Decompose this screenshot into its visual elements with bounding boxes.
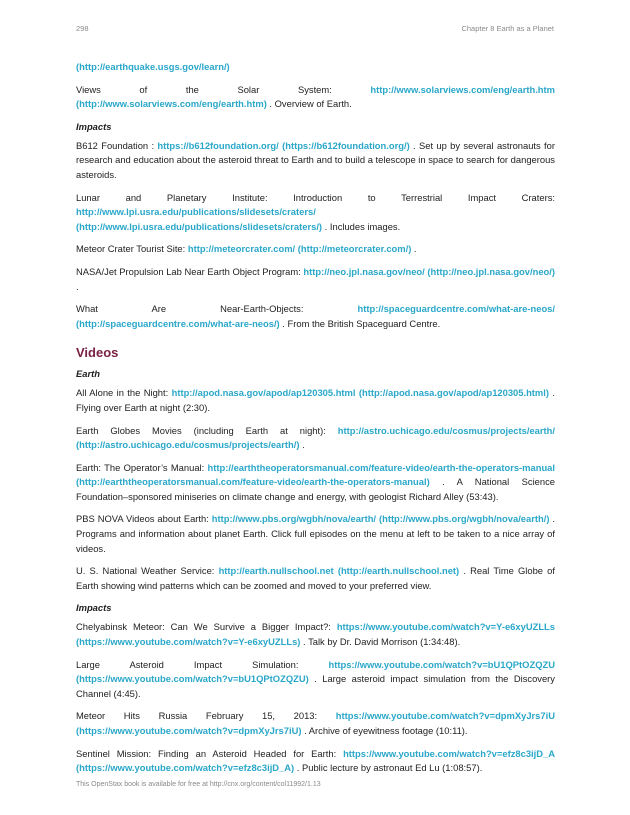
resource-title: Large Asteroid Impact Simulation:: [76, 658, 329, 670]
videos-heading: Videos: [76, 345, 119, 361]
resource-item: [76, 83, 555, 112]
resource-title: NASA/Jet Propulsion Lab Near Earth Object Program:: [76, 265, 304, 277]
resource-link[interactable]: http://meteorcrater.com/ (http://meteorcrater.com/): [187, 243, 412, 255]
general-list: [76, 83, 555, 112]
resource-link[interactable]: https://b612foundation.org/ (https://b612foundation.org/): [157, 139, 410, 151]
page-content: [76, 60, 555, 784]
impacts-heading: Impacts: [76, 120, 112, 132]
resource-description: .: [299, 439, 305, 451]
resource-link[interactable]: https://www.youtube.com/watch?v=bU1QPtOZQZU (https://www.youtube.com/watch?v=bU1QPtOZQZU): [76, 658, 555, 685]
resource-title: PBS NOVA Videos about Earth:: [76, 513, 212, 525]
video-impacts-heading: Impacts: [76, 602, 112, 614]
resource-description: . Includes images.: [322, 220, 401, 232]
resource-description: . Overview of Earth.: [266, 98, 352, 110]
resource-link[interactable]: http://spaceguardcentre.com/what-are-neos/ (http://spaceguardcentre.com/what-are-neos/): [76, 303, 555, 329]
chapter-title: Chapter 8 Earth as a Planet: [461, 24, 554, 33]
resource-title: All Alone in the Night:: [76, 387, 172, 399]
resource-title: Lunar and Planetary Institute: Introduction to Terrestrial Impact Craters:: [76, 191, 555, 203]
resource-link[interactable]: http://earth.nullschool.net (http://earth.nullschool.net): [218, 565, 460, 577]
resource-description: .: [76, 280, 79, 292]
resource-description: . Flying over Earth at night (2:30).: [76, 387, 555, 413]
resource-link[interactable]: http://www.pbs.org/wgbh/nova/earth/ (http://www.pbs.org/wgbh/nova/earth/): [211, 513, 550, 525]
page-number: 298: [76, 24, 89, 33]
resource-link[interactable]: https://www.youtube.com/watch?v=dpmXyJrs7iU (https://www.youtube.com/watch?v=dpmXyJrs7iU): [76, 710, 555, 736]
resource-description: . Set up by several astronauts for research and education about the asteroid threat to Earth and to build a telescope in space to search for dangerous asteroids.: [76, 139, 555, 180]
resource-title: U. S. National Weather Service:: [76, 565, 219, 577]
resource-title: Sentinel Mission: Finding an Asteroid Headed for Earth:: [76, 747, 344, 759]
resource-link[interactable]: http://astro.uchicago.edu/cosmus/projects/earth/ (http://astro.uchicago.edu/cosmus/projects/earth/): [76, 424, 555, 451]
earth-videos-list: [76, 386, 555, 593]
resource-link[interactable]: http://earththeoperatorsmanual.com/feature-video/earth-the-operators-manual (http://earththeoperatorsmanual.com/feature-video/earth-the-operators-manual): [76, 461, 555, 488]
resource-item: [76, 242, 555, 257]
resource-description: . Talk by Dr. David Morrison (1:34:48).: [300, 636, 461, 648]
resource-item: [76, 461, 555, 505]
resource-title: Chelyabinsk Meteor: Can We Survive a Bigger Impact?:: [76, 621, 337, 633]
resource-item: [76, 424, 555, 453]
resource-title: Earth Globes Movies (including Earth at night):: [76, 424, 338, 436]
resource-description: . From the British Spaceguard Centre.: [279, 317, 441, 329]
resource-title: B612 Foundation :: [76, 139, 158, 151]
page-header: [76, 24, 554, 36]
resource-title: Meteor Hits Russia February 15, 2013:: [76, 710, 336, 722]
resource-item: [76, 747, 555, 776]
resource-description: . A National Science Foundation–sponsored miniseries on climate change and energy, with geologist Richard Alley (53:43).: [76, 476, 555, 502]
resource-link[interactable]: https://www.youtube.com/watch?v=Y-e6xyUZLLs (https://www.youtube.com/watch?v=Y-e6xyUZLLs): [76, 621, 555, 648]
resource-item: [76, 512, 555, 556]
resource-link[interactable]: https://www.youtube.com/watch?v=efz8c3ijD_A (https://www.youtube.com/watch?v=efz8c3ijD_A): [76, 747, 555, 774]
impact-videos-list: [76, 620, 555, 775]
earth-heading: Earth: [76, 368, 100, 380]
resource-title: What Are Near-Earth-Objects:: [76, 303, 358, 315]
resource-description: . Programs and information about planet Earth. Click full episodes on the menu at left to be taken to a nice array of videos.: [76, 513, 555, 554]
resource-description: . Archive of eyewitness footage (10:11).: [301, 725, 468, 736]
impacts-list: [76, 139, 555, 332]
resource-description: . Real Time Globe of Earth showing wind patterns which can be zoomed and moved to your preferred view.: [76, 565, 556, 591]
earthquake-link[interactable]: (http://earthquake.usgs.gov/learn/): [76, 61, 230, 72]
resource-title: Views of the Solar System:: [76, 83, 371, 95]
resource-item: [76, 265, 555, 294]
resource-description: . Large asteroid impact simulation from the Discovery Channel (4:45).: [76, 673, 555, 699]
resource-link[interactable]: http://apod.nasa.gov/apod/ap120305.html (http://apod.nasa.gov/apod/ap120305.html): [171, 387, 549, 399]
resource-item: [76, 386, 555, 415]
resource-link[interactable]: http://www.lpi.usra.edu/publications/slidesets/craters/ (http://www.lpi.usra.edu/publications/slidesets/craters/): [76, 206, 323, 232]
resource-description: .: [411, 243, 417, 255]
resource-description: . Public lecture by astronaut Ed Lu (1:08:57).: [294, 762, 483, 774]
resource-item: [76, 564, 555, 593]
resource-link[interactable]: http://www.solarviews.com/eng/earth.htm (http://www.solarviews.com/eng/earth.htm): [76, 83, 555, 110]
resource-link[interactable]: http://neo.jpl.nasa.gov/neo/ (http://neo.jpl.nasa.gov/neo/): [303, 265, 555, 277]
resource-item: [76, 620, 555, 649]
top-link-paragraph: [76, 60, 555, 75]
resource-title: Earth: The Operator’s Manual:: [76, 461, 208, 473]
resource-item: [76, 139, 555, 183]
page-footer: This OpenStax book is available for free at http://cnx.org/content/col11992/1.13: [76, 781, 321, 788]
resource-title: Meteor Crater Tourist Site:: [76, 243, 188, 255]
resource-item: [76, 709, 555, 738]
resource-item: [76, 191, 555, 235]
resource-item: [76, 658, 555, 702]
resource-item: [76, 302, 555, 331]
